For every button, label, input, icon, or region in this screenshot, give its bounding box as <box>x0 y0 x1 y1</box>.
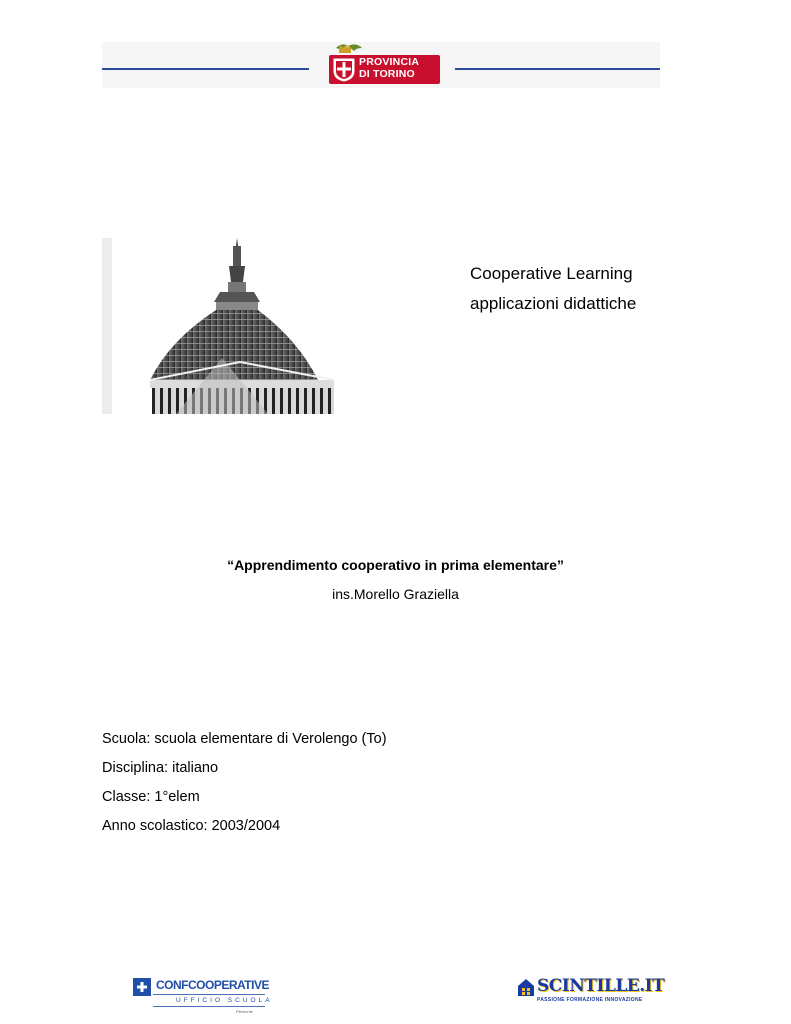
author-name: ins.Morello Graziella <box>332 586 459 602</box>
confcooperative-logo-tiny: Piemonte <box>236 1009 253 1014</box>
provincia-logo-text <box>359 57 439 80</box>
confcooperative-logo-text: CONFCOOPERATIVE <box>156 978 269 992</box>
logo-line-2: DI TORINO <box>359 67 415 80</box>
scintille-logo-sub: PASSIONE FORMAZIONE INNOVAZIONE <box>537 997 643 1003</box>
document-heading: “Apprendimento cooperativo in prima elementare” <box>227 557 564 573</box>
scintille-logo-text: SCINTILLE.IT <box>537 976 665 996</box>
header-rule-left <box>102 68 309 70</box>
logo-line-1: PROVINCIA <box>359 56 420 68</box>
info-class: Classe: 1°elem <box>102 789 200 805</box>
info-subject: Disciplina: italiano <box>102 760 219 776</box>
confcooperative-logo-sub: UFFICIO SCUOLA <box>176 997 273 1004</box>
shield-icon <box>333 58 355 82</box>
mole-antonelliana-photo <box>102 238 335 414</box>
header-rule-right <box>455 68 660 70</box>
cover-subtitle: applicazioni didattiche <box>470 294 637 313</box>
info-school: Scuola: scuola elementare di Verolengo (To) <box>102 731 387 747</box>
cover-title: Cooperative Learning <box>470 264 633 283</box>
info-year: Anno scolastico: 2003/2004 <box>102 818 281 834</box>
